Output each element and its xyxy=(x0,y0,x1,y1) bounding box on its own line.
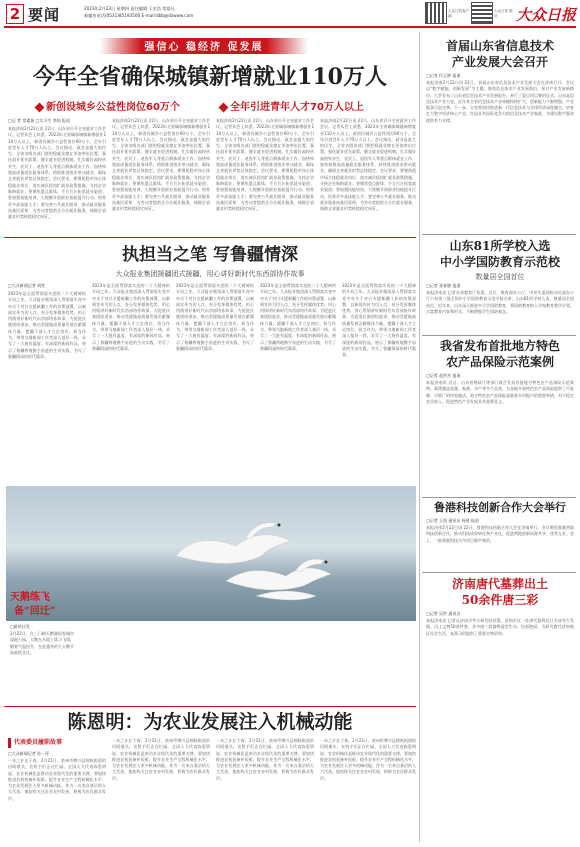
swan-photo xyxy=(6,486,416,621)
it-headline-line1: 首届山东省信息技术 xyxy=(445,39,554,53)
schools-body: 本报济南讯 记者从省教育厅获悉，近日，教育部办公厅、中央军委国防动员部办公厅公布第三批全国中小学国防教育示范学校名单，山东81所学校入选，数量居全国首位。近年来，山东深入推进中小学国防教育，将国防教育纳入学校教育教学计划，丰富教育内容和形式，不断增强学生国防观念。 xyxy=(426,290,574,314)
tibet-headline: 执担当之笔 写鲁疆情深 xyxy=(122,245,298,265)
insurance-byline: □记者 赵洪杰 报道 xyxy=(426,373,461,378)
lead-headline: 今年全省确保城镇新增就业110万人 xyxy=(33,64,387,90)
tibet-body-col4: 2023年是全面贯彻落实党的二十大精神的开局之年。大众报业集团深入贯彻落实党中央关于对口支援新疆工作的决策部署，以新闻宣传为切入点，充分发挥媒体优势，用心用情讲好新时代东西部协作故事，为促进民族团结进步、推动受援地高质量发展贡献媒体力量。援疆干部人才立足岗位、担当作为，带领当地新闻工作者深入基层一线，采写了一大批有温度、有深度的新闻作品，展示了鲁疆两地携手奋进的生动实践，书写了鲁疆情深的时代篇章。 xyxy=(260,283,336,351)
agri-byline: □大众新闻记者 孙一萍 xyxy=(8,751,50,756)
tomb-byline: □记者 吴洪 通讯员 xyxy=(426,611,461,616)
swan-title-line2: 备“回迁” xyxy=(14,606,56,617)
diamond-icon xyxy=(219,102,229,112)
swan-title-line1: 天鹅练飞 xyxy=(10,592,50,603)
schools-byline: □记者 张春晓 报道 xyxy=(426,283,461,288)
lead-subheadline-2: 全年引进青年人才70万人以上 xyxy=(220,98,364,113)
tibet-body-col5: 2023年是全面贯彻落实党的二十大精神的开局之年。大众报业集团深入贯彻落实党中央关于对口支援新疆工作的决策部署，以新闻宣传为切入点，充分发挥媒体优势，用心用情讲好新时代东西部协作故事，为促进民族团结进步、推动受援地高质量发展贡献媒体力量。援疆干部人才立足岗位、担当作为，带领当地新闻工作者深入基层一线，采写了一大批有温度、有深度的新闻作品，展示了鲁疆两地携手奋进的生动实践，书写了鲁疆情深的时代篇章。 xyxy=(342,283,416,358)
it-body: 本报济南2月22日讯 22日，首届山东省信息技术产业发展大会在济南召开。会议以“数字赋能、创新发展”为主题，聚焦信息技术产业发展前沿，探讨产业发展新路径。大会发布了山东省信息技术产业发展报告，举行了重点项目签约仪式。山东是信息技术产业大省，近年来全省信息技术产业规模持续扩大，创新能力不断增强，产业链条日趋完善。下一步，全省将加快推进新一代信息技术与实体经济深度融合，培育壮大数字经济核心产业，打造具有国际竞争力的信息技术产业集群，为建设数字强省提供有力支撑。 xyxy=(426,80,574,123)
header-info-line1: 2023年2月23日 星期四 责任编辑 王宏浩 常晨凡 xyxy=(84,6,175,11)
schools-headline-line1: 山东81所学校入选 xyxy=(449,239,551,253)
agri-body-col3: 一年之计在于春。2月21日，滨州市博兴县锦秋街道的田间地头，农机手们正在忙碌。全国人大代表陈恩明说，农业机械化是推动农业现代化的重要支撑，要加快推进农机装备补短板，提升农业生产全程机械化水平，为农业发展注入更多机械动能。作为一名来自基层的人大代表，他始终关注农业农村发展，积极为农民群众发声。 xyxy=(216,738,314,781)
agri-body-col2: 一年之计在于春。2月21日，滨州市博兴县锦秋街道的田间地头，农机手们正在忙碌。全国人大代表陈恩明说，农业机械化是推动农业现代化的重要支撑，要加快推进农机装备补短板，提升农业生产全程机械化水平，为农业发展注入更多机械动能。作为一名来自基层的人大代表，他始终关注农业农村发展，积极为农民群众发声。 xyxy=(112,738,210,781)
qr-code-icon xyxy=(425,2,447,24)
insurance-body: 本报济南讯 近日，山东省财政厅等部门联合发布首批地方特色农产品保险示范案例。案例涵盖果蔬、畜禽、水产等多个品类，为各地开展特色农产品保险提供了可复制、可推广的经验做法。地方特色农产品保险是服务乡村振兴的重要举措，对于稳定农民收入、促进特色产业发展具有重要意义。 xyxy=(426,380,574,404)
tibet-body-col1: 2023年是全面贯彻落实党的二十大精神的开局之年。大众报业集团深入贯彻落实党中央关于对口支援新疆工作的决策部署，以新闻宣传为切入点，充分发挥媒体优势，用心用情讲好新时代东西部协作故事，为促进民族团结进步、推动受援地高质量发展贡献媒体力量。援疆干部人才立足岗位、担当作为，带领当地新闻工作者深入基层一线，采写了一大批有温度、有深度的新闻作品，展示了鲁疆两地携手奋进的生动实践，书写了鲁疆情深的时代篇章。 xyxy=(8,291,86,359)
lead-body-col1: 本报济南2月22日讯 22日，山东省召开全省就业工作会议。记者从会上获悉，2023年全省确保城镇新增就业110万人以上，新创设城乡公益性岗位60万个，全年引进青年人才70万人以上。会议指出，就业是最大的民生，全省各级各部门要把稳就业摆在更加突出位置，强化就业优先政策，健全就业促进机制，扎实做好高校毕业生、农民工、退役军人等重点群体就业工作，加快构建高质量就业服务体系，持续推进创业带动就业，确保全省就业形势总体稳定。会议要求，要聚焦稳市场主体稳就业岗位，落实减负稳岗扩就业政策措施，支持企业吸纳就业；要聚焦重点群体，千方百计拓宽就业渠道；要加强技能培训，大规模开展职业技能提升行动，培养更多高技能人才；要完善公共就业服务，推动就业服务向基层延伸，为劳动者提供全方位就业服务，保障全省就业形势持续稳定向好。 xyxy=(8,126,106,220)
app-label-1: 大众日报客户端 xyxy=(448,9,469,18)
swan-photo-image xyxy=(6,486,416,621)
app-label-2: 大众日报 微信 xyxy=(494,9,513,18)
hk-byline: □记者 王凯 通讯员 杨建 报道 xyxy=(426,518,479,523)
header-info-line2: 新编室电话(0531)85193500 E-mail:dbb@dzwww.com xyxy=(84,13,194,18)
agri-headline: 陈恩明：为农业发展注入机械动能 xyxy=(67,711,353,733)
lead-byline: □记 者 常素娟 □实习生 李灿 报道 xyxy=(8,118,70,123)
qr-code-icon xyxy=(471,2,493,24)
lead-subheadline-1: 新创设城乡公益性岗位60万个 xyxy=(36,98,180,113)
it-byline: □记者 付玉婷 报道 xyxy=(426,73,461,78)
tomb-headline-line2: 50余件唐三彩 xyxy=(461,593,539,607)
insurance-headline-line1: 我省发布首批地方特色 xyxy=(439,339,560,353)
tibet-byline: □大众新闻记者 胡奕 xyxy=(8,283,46,288)
masthead-logo: 大众日报 xyxy=(516,6,577,24)
banner-text: 强信心 稳经济 促发展 xyxy=(144,42,264,53)
swan-byline: □新华社发 xyxy=(10,624,30,629)
page-number: 2 xyxy=(6,4,24,24)
agri-body-col1: 一年之计在于春。2月21日，滨州市博兴县锦秋街道的田间地头，农机手们正在忙碌。全国人大代表陈恩明说，农业机械化是推动农业现代化的重要支撑，要加快推进农机装备补短板，提升农业生产全程机械化水平，为农业发展注入更多机械动能。作为一名来自基层的人大代表，他始终关注农业农村发展，积极为农民群众发声。 xyxy=(8,758,106,801)
section-title: 要闻 xyxy=(28,6,61,24)
tomb-headline-line1: 济南唐代墓葬出土 xyxy=(451,577,548,591)
tibet-subheadline: 大众报业集团援疆团式援疆，用心讲好新时代东西部协作故事 xyxy=(115,270,305,278)
agri-tag: 代表委员履职故事 xyxy=(8,738,65,748)
lead-body-col4: 本报济南2月22日讯 22日，山东省召开全省就业工作会议。记者从会上获悉，2023年全省确保城镇新增就业110万人以上，新创设城乡公益性岗位60万个，全年引进青年人才70万人以上。会议指出，就业是最大的民生，全省各级各部门要把稳就业摆在更加突出位置，强化就业优先政策，健全就业促进机制，扎实做好高校毕业生、农民工、退役军人等重点群体就业工作，加快构建高质量就业服务体系，持续推进创业带动就业，确保全省就业形势总体稳定。会议要求，要聚焦稳市场主体稳就业岗位，落实减负稳岗扩就业政策措施，支持企业吸纳就业；要聚焦重点群体，千方百计拓宽就业渠道；要加强技能培训，大规模开展职业技能提升行动，培养更多高技能人才；要完善公共就业服务，推动就业服务向基层延伸，为劳动者提供全方位就业服务，保障全省就业形势持续稳定向好。 xyxy=(320,118,416,212)
hk-body: 本报济南2月22日讯 22日，鲁港科技创新合作大会在济南举行。会议聚焦鲁港两地科技创新合作，推动科技成果转化和产业化，促进两地创新资源共享、优势互补。会上，一批鲁港科技合作项目集中签约。 xyxy=(426,525,574,543)
tomb-body: 本报济南讯 记者从济南市考古研究院获悉，济南市区一处唐代墓葬近日完成考古发掘，出土文物50余件套，其中唐三彩器物造型生动、色彩艳丽，为研究唐代济南地区社会生活、丧葬习俗提供了重要实物资料。 xyxy=(426,618,574,636)
it-headline-line2: 产业发展大会召开 xyxy=(451,55,548,69)
tibet-body-col2: 2023年是全面贯彻落实党的二十大精神的开局之年。大众报业集团深入贯彻落实党中央关于对口支援新疆工作的决策部署，以新闻宣传为切入点，充分发挥媒体优势，用心用情讲好新时代东西部协作故事，为促进民族团结进步、推动受援地高质量发展贡献媒体力量。援疆干部人才立足岗位、担当作为，带领当地新闻工作者深入基层一线，采写了一大批有温度、有深度的新闻作品，展示了鲁疆两地携手奋进的生动实践，书写了鲁疆情深的时代篇章。 xyxy=(92,283,170,351)
hk-headline: 鲁港科技创新合作大会举行 xyxy=(434,501,566,514)
lead-body-col2: 本报济南2月22日讯 22日，山东省召开全省就业工作会议。记者从会上获悉，2023年全省确保城镇新增就业110万人以上，新创设城乡公益性岗位60万个，全年引进青年人才70万人以上。会议指出，就业是最大的民生，全省各级各部门要把稳就业摆在更加突出位置，强化就业优先政策，健全就业促进机制，扎实做好高校毕业生、农民工、退役军人等重点群体就业工作，加快构建高质量就业服务体系，持续推进创业带动就业，确保全省就业形势总体稳定。会议要求，要聚焦稳市场主体稳就业岗位，落实减负稳岗扩就业政策措施，支持企业吸纳就业；要聚焦重点群体，千方百计拓宽就业渠道；要加强技能培训，大规模开展职业技能提升行动，培养更多高技能人才；要完善公共就业服务，推动就业服务向基层延伸，为劳动者提供全方位就业服务，保障全省就业形势持续稳定向好。 xyxy=(112,118,210,212)
schools-headline-line2: 中小学国防教育示范校 xyxy=(439,255,560,269)
swan-caption: 2月22日，在三门峡天鹅湖国家城市湿地公园，天鹅在水面上练习飞翔。随着气温回升，在此越冬的大天鹅开始陆续北迁。 xyxy=(10,631,74,655)
schools-subheadline: 数量居全国首位 xyxy=(475,273,525,281)
diamond-icon xyxy=(35,102,45,112)
tibet-body-col3: 2023年是全面贯彻落实党的二十大精神的开局之年。大众报业集团深入贯彻落实党中央关于对口支援新疆工作的决策部署，以新闻宣传为切入点，充分发挥媒体优势，用心用情讲好新时代东西部协作故事，为促进民族团结进步、推动受援地高质量发展贡献媒体力量。援疆干部人才立足岗位、担当作为，带领当地新闻工作者深入基层一线，采写了一大批有温度、有深度的新闻作品，展示了鲁疆两地携手奋进的生动实践，书写了鲁疆情深的时代篇章。 xyxy=(176,283,254,351)
agri-body-col4: 一年之计在于春。2月21日，滨州市博兴县锦秋街道的田间地头，农机手们正在忙碌。全国人大代表陈恩明说，农业机械化是推动农业现代化的重要支撑，要加快推进农机装备补短板，提升农业生产全程机械化水平，为农业发展注入更多机械动能。作为一名来自基层的人大代表，他始终关注农业农村发展，积极为农民群众发声。 xyxy=(320,738,416,781)
insurance-headline-line2: 农产品保险示范案例 xyxy=(445,355,554,369)
lead-body-col3: 本报济南2月22日讯 22日，山东省召开全省就业工作会议。记者从会上获悉，2023年全省确保城镇新增就业110万人以上，新创设城乡公益性岗位60万个，全年引进青年人才70万人以上。会议指出，就业是最大的民生，全省各级各部门要把稳就业摆在更加突出位置，强化就业优先政策，健全就业促进机制，扎实做好高校毕业生、农民工、退役军人等重点群体就业工作，加快构建高质量就业服务体系，持续推进创业带动就业，确保全省就业形势总体稳定。会议要求，要聚焦稳市场主体稳就业岗位，落实减负稳岗扩就业政策措施，支持企业吸纳就业；要聚焦重点群体，千方百计拓宽就业渠道；要加强技能培训，大规模开展职业技能提升行动，培养更多高技能人才；要完善公共就业服务，推动就业服务向基层延伸，为劳动者提供全方位就业服务，保障全省就业形势持续稳定向好。 xyxy=(216,118,314,212)
